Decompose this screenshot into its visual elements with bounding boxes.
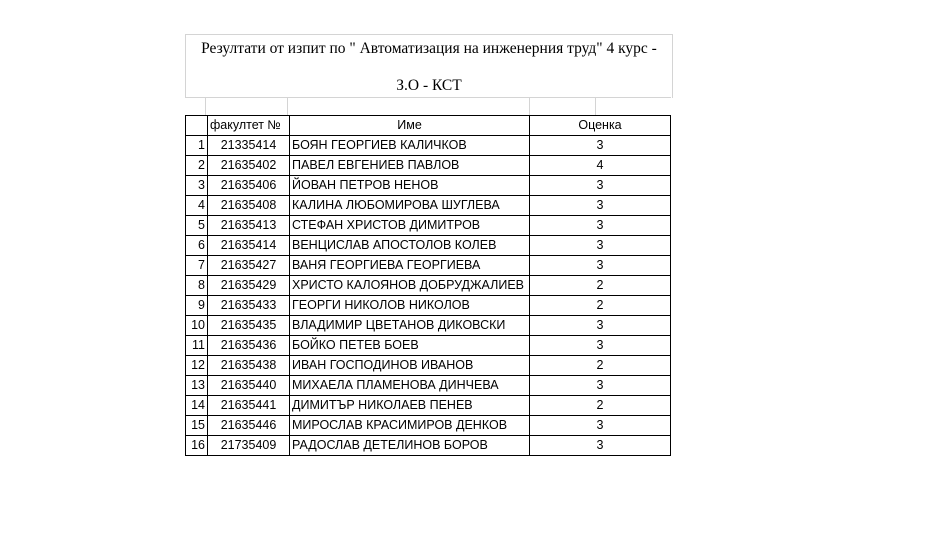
student-name-cell: БОЙКО ПЕТЕВ БОЕВ (290, 336, 530, 356)
faculty-number-cell: 21335414 (208, 136, 290, 156)
faculty-number-cell: 21635413 (208, 216, 290, 236)
gridline (529, 98, 530, 116)
row-number-cell: 16 (186, 436, 208, 456)
gridline (205, 98, 206, 116)
student-name-cell: ВЕНЦИСЛАВ АПОСТОЛОВ КОЛЕВ (290, 236, 530, 256)
table-row (186, 356, 671, 376)
faculty-number-cell: 21635414 (208, 236, 290, 256)
table-row (186, 156, 671, 176)
grade-cell: 3 (530, 416, 671, 436)
grade-cell: 2 (530, 396, 671, 416)
student-name-cell: ХРИСТО КАЛОЯНОВ ДОБРУДЖАЛИЕВ (290, 276, 530, 296)
student-name-cell: РАДОСЛАВ ДЕТЕЛИНОВ БОРОВ (290, 436, 530, 456)
column-header-faculty-no: факултет № (208, 116, 290, 136)
row-number-cell: 12 (186, 356, 208, 376)
faculty-number-cell: 21735409 (208, 436, 290, 456)
student-name-cell: ЙОВАН ПЕТРОВ НЕНОВ (290, 176, 530, 196)
student-name-cell: ВАНЯ ГЕОРГИЕВА ГЕОРГИЕВА (290, 256, 530, 276)
grade-cell: 2 (530, 276, 671, 296)
grade-cell: 3 (530, 216, 671, 236)
row-number-cell: 10 (186, 316, 208, 336)
student-name-cell: ДИМИТЪР НИКОЛАЕВ ПЕНЕВ (290, 396, 530, 416)
table-row (186, 336, 671, 356)
grade-cell: 3 (530, 176, 671, 196)
row-number-cell: 15 (186, 416, 208, 436)
student-name-cell: ГЕОРГИ НИКОЛОВ НИКОЛОВ (290, 296, 530, 316)
faculty-number-cell: 21635429 (208, 276, 290, 296)
faculty-number-cell: 21635446 (208, 416, 290, 436)
grade-cell: 2 (530, 356, 671, 376)
faculty-number-cell: 21635435 (208, 316, 290, 336)
title-line-1: Резултати от изпит по " Автоматизация на инженерния труд" 4 курс - (201, 40, 657, 57)
document-title (185, 34, 673, 98)
student-name-cell: ИВАН ГОСПОДИНОВ ИВАНОВ (290, 356, 530, 376)
faculty-number-cell: 21635408 (208, 196, 290, 216)
row-number-cell: 14 (186, 396, 208, 416)
column-header-name: Име (290, 116, 530, 136)
table-row (186, 216, 671, 236)
column-header-grade: Оценка (530, 116, 671, 136)
student-name-cell: СТЕФАН ХРИСТОВ ДИМИТРОВ (290, 216, 530, 236)
row-number-cell: 5 (186, 216, 208, 236)
table-row (186, 416, 671, 436)
grade-cell: 3 (530, 236, 671, 256)
table-row (186, 376, 671, 396)
row-number-cell: 2 (186, 156, 208, 176)
faculty-number-cell: 21635438 (208, 356, 290, 376)
gridline (287, 98, 288, 116)
student-name-cell: БОЯН ГЕОРГИЕВ КАЛИЧКОВ (290, 136, 530, 156)
grade-cell: 3 (530, 336, 671, 356)
gridline (595, 98, 596, 116)
table-row (186, 316, 671, 336)
grade-cell: 3 (530, 376, 671, 396)
row-number-cell: 11 (186, 336, 208, 356)
grade-cell: 2 (530, 296, 671, 316)
results-table (185, 115, 671, 456)
row-number-cell: 6 (186, 236, 208, 256)
table-row (186, 176, 671, 196)
faculty-number-cell: 21635402 (208, 156, 290, 176)
grade-cell: 3 (530, 256, 671, 276)
student-name-cell: МИРОСЛАВ КРАСИМИРОВ ДЕНКОВ (290, 416, 530, 436)
table-row (186, 196, 671, 216)
grade-cell: 4 (530, 156, 671, 176)
faculty-number-cell: 21635441 (208, 396, 290, 416)
faculty-number-cell: 21635436 (208, 336, 290, 356)
table-row (186, 276, 671, 296)
grade-cell: 3 (530, 316, 671, 336)
table-header-row (186, 116, 671, 136)
row-number-cell: 7 (186, 256, 208, 276)
faculty-number-cell: 21635433 (208, 296, 290, 316)
student-name-cell: КАЛИНА ЛЮБОМИРОВА ШУГЛЕВА (290, 196, 530, 216)
title-line-2: З.О - КСТ (396, 77, 462, 94)
row-number-cell: 1 (186, 136, 208, 156)
student-name-cell: МИХАЕЛА ПЛАМЕНОВА ДИНЧЕВА (290, 376, 530, 396)
faculty-number-cell: 21635440 (208, 376, 290, 396)
table-row (186, 256, 671, 276)
table-row (186, 236, 671, 256)
row-number-cell: 13 (186, 376, 208, 396)
table-row (186, 296, 671, 316)
grade-cell: 3 (530, 136, 671, 156)
column-header-number (186, 116, 208, 136)
row-number-cell: 4 (186, 196, 208, 216)
grade-cell: 3 (530, 196, 671, 216)
table-row (186, 136, 671, 156)
table-row (186, 436, 671, 456)
student-name-cell: ВЛАДИМИР ЦВЕТАНОВ ДИКОВСКИ (290, 316, 530, 336)
row-number-cell: 9 (186, 296, 208, 316)
row-number-cell: 8 (186, 276, 208, 296)
faculty-number-cell: 21635427 (208, 256, 290, 276)
grade-cell: 3 (530, 436, 671, 456)
table-row (186, 396, 671, 416)
row-number-cell: 3 (186, 176, 208, 196)
faculty-number-cell: 21635406 (208, 176, 290, 196)
empty-spacer-row (185, 97, 671, 116)
student-name-cell: ПАВЕЛ ЕВГЕНИЕВ ПАВЛОВ (290, 156, 530, 176)
